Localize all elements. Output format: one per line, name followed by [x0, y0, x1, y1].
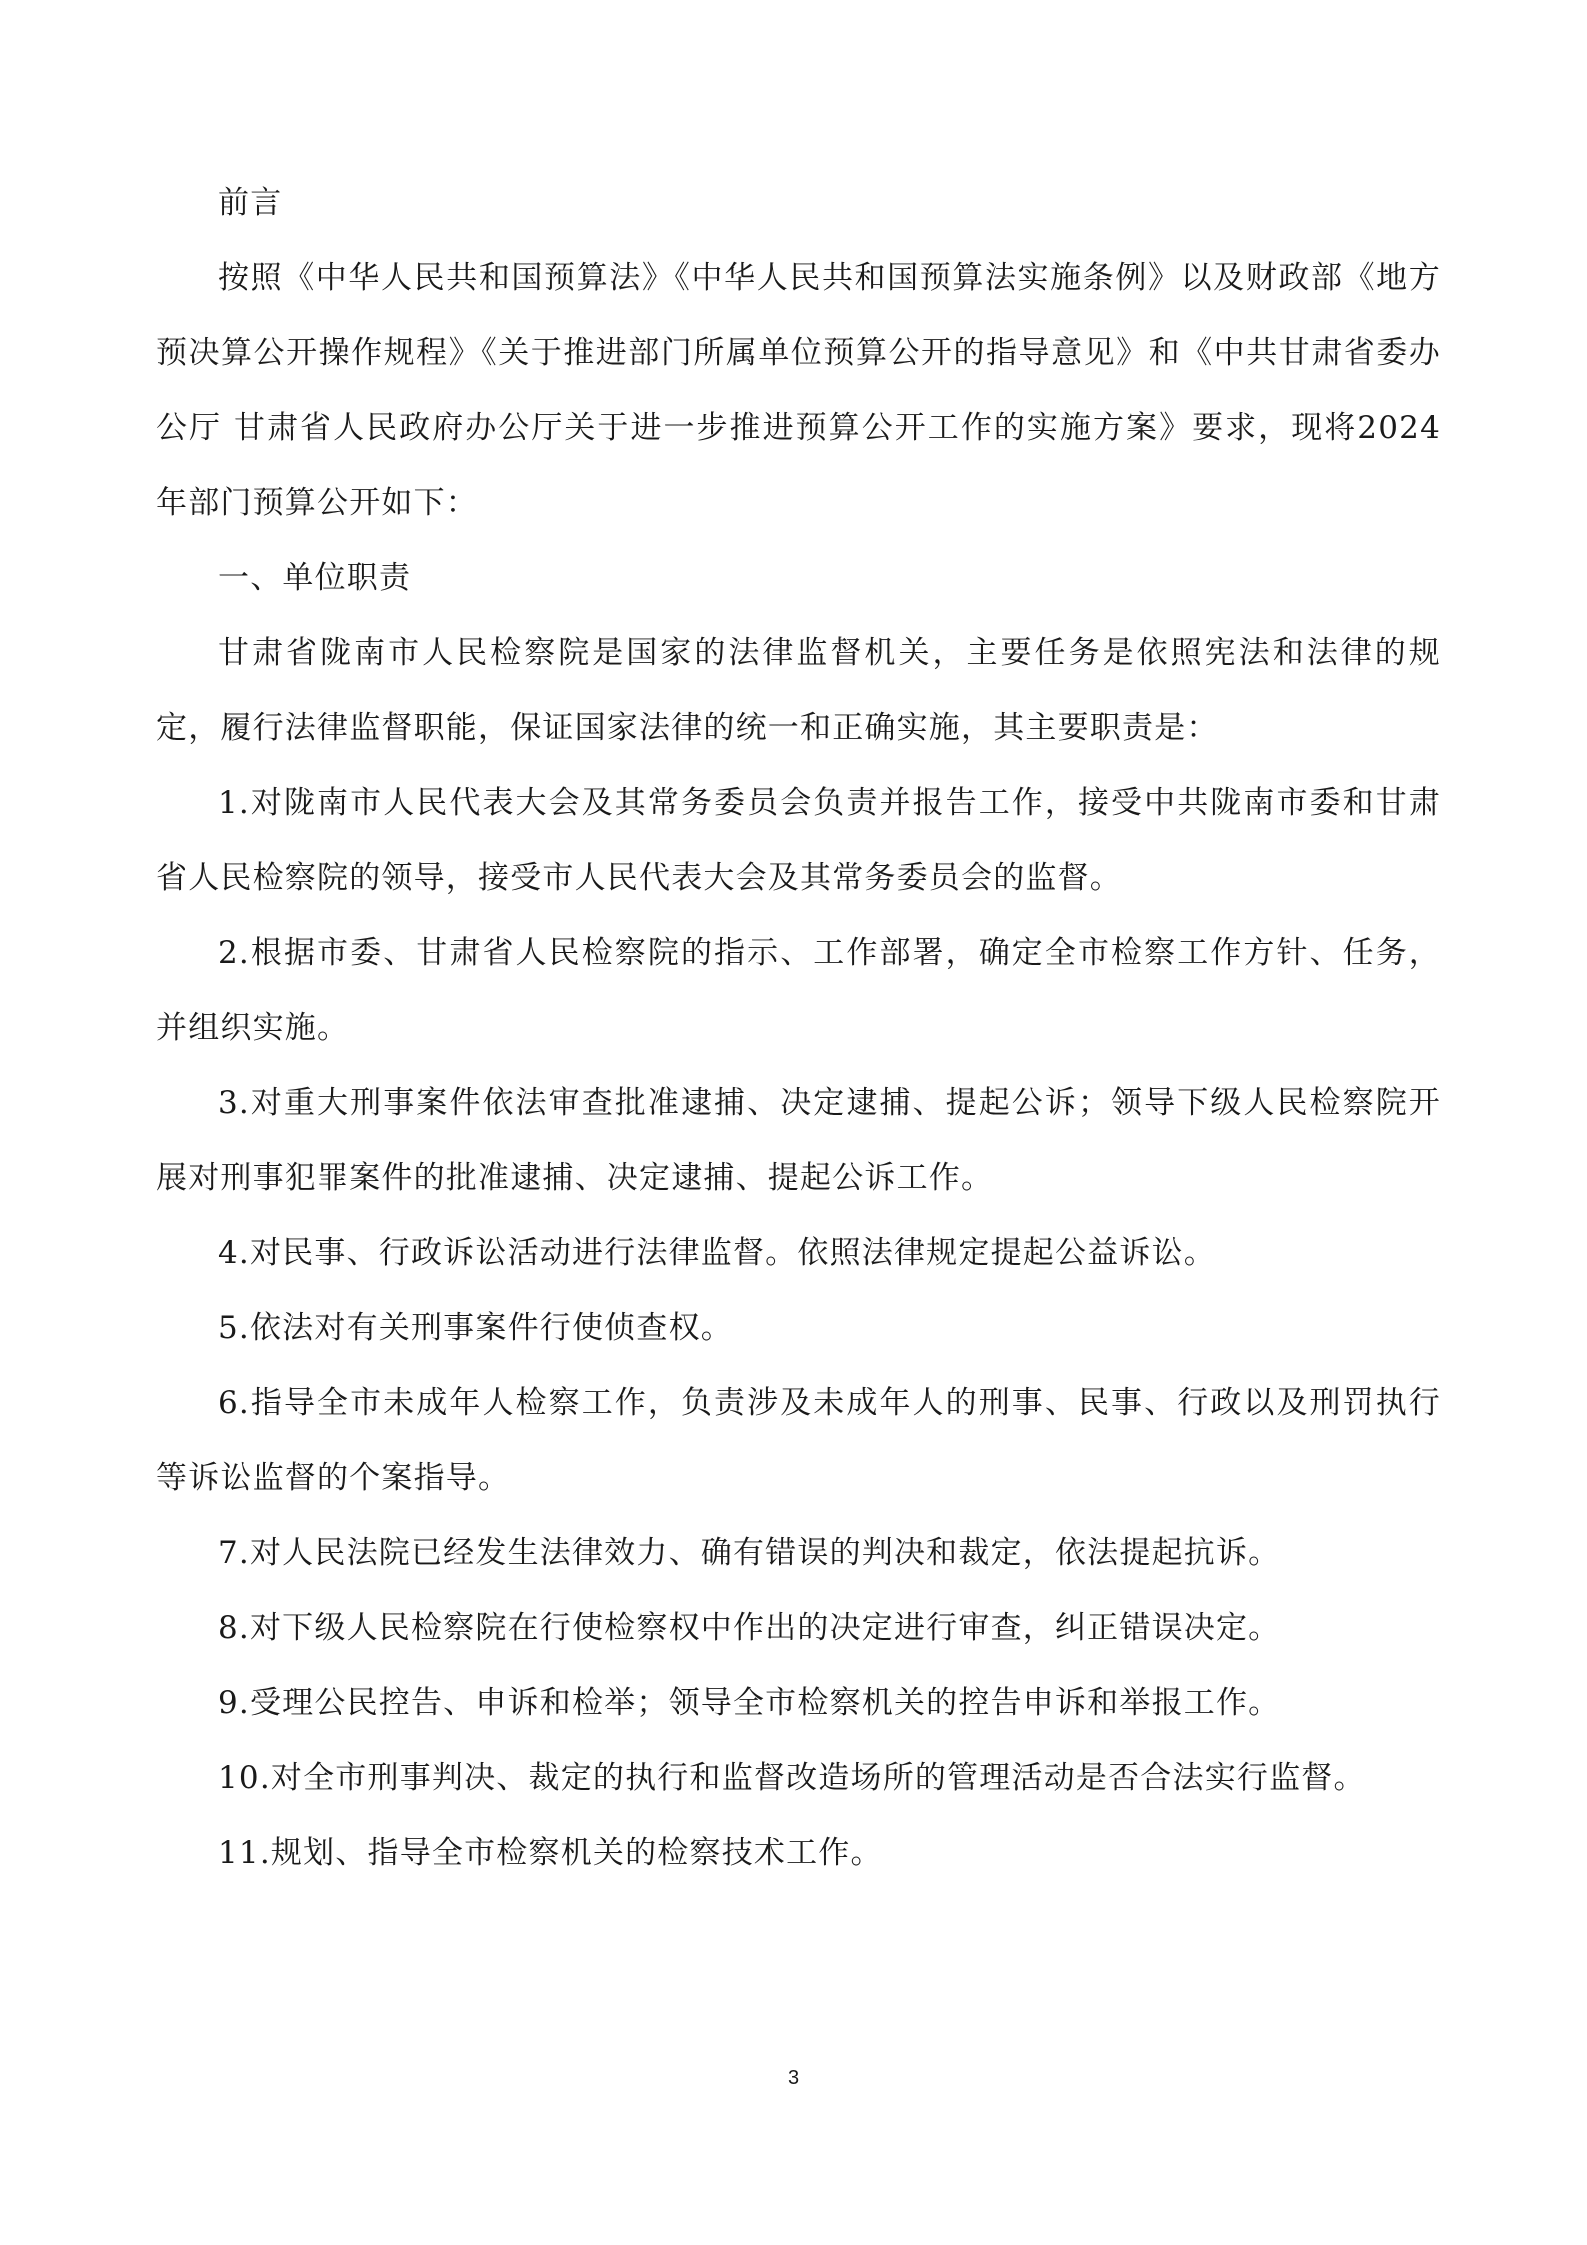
duty-item: 1.对陇南市人民代表大会及其常务委员会负责并报告工作，接受中共陇南市委和甘肃省人民检察院的领导，接受市人民代表大会及其常务委员会的监督。: [156, 785, 1441, 896]
preface-paragraph: 按照《中华人民共和国预算法》《中华人民共和国预算法实施条例》以及财政部《地方预决算公开操作规程》《关于推进部门所属单位预算公开的指导意见》和《中共甘肃省委办公厅 甘肃省人民政府办公厅关于进一步推进预算公开工作的实施方案》要求，现将2024年部门预算公开如下：: [156, 260, 1441, 521]
preface-title: 前言: [218, 185, 283, 221]
duty-item: 5.依法对有关刑事案件行使侦查权。: [218, 1310, 733, 1346]
duty-item: 2.根据市委、甘肃省人民检察院的指示、工作部署，确定全市检察工作方针、任务，并组织实施。: [156, 935, 1441, 1046]
duty-item: 9.受理公民控告、申诉和检举；领导全市检察机关的控告申诉和举报工作。: [218, 1685, 1281, 1721]
duty-item: 6.指导全市未成年人检察工作，负责涉及未成年人的刑事、民事、行政以及刑罚执行等诉讼监督的个案指导。: [156, 1385, 1441, 1496]
section-heading-duties: 一、单位职责: [218, 560, 412, 596]
duty-item: 7.对人民法院已经发生法律效力、确有错误的判决和裁定，依法提起抗诉。: [218, 1535, 1281, 1571]
duty-item: 8.对下级人民检察院在行使检察权中作出的决定进行审查，纠正错误决定。: [218, 1610, 1281, 1646]
duty-item: 3.对重大刑事案件依法审查批准逮捕、决定逮捕、提起公诉；领导下级人民检察院开展对刑事犯罪案件的批准逮捕、决定逮捕、提起公诉工作。: [156, 1085, 1441, 1196]
duties-intro-paragraph: 甘肃省陇南市人民检察院是国家的法律监督机关，主要任务是依照宪法和法律的规定，履行法律监督职能，保证国家法律的统一和正确实施，其主要职责是：: [156, 635, 1441, 746]
duty-item: 10.对全市刑事判决、裁定的执行和监督改造场所的管理活动是否合法实行监督。: [218, 1760, 1366, 1796]
page-number: 3: [787, 2067, 800, 2089]
duty-item: 11.规划、指导全市检察机关的检察技术工作。: [218, 1835, 883, 1871]
duty-item: 4.对民事、行政诉讼活动进行法律监督。依照法律规定提起公益诉讼。: [218, 1235, 1216, 1271]
document-body: [156, 166, 1441, 1891]
